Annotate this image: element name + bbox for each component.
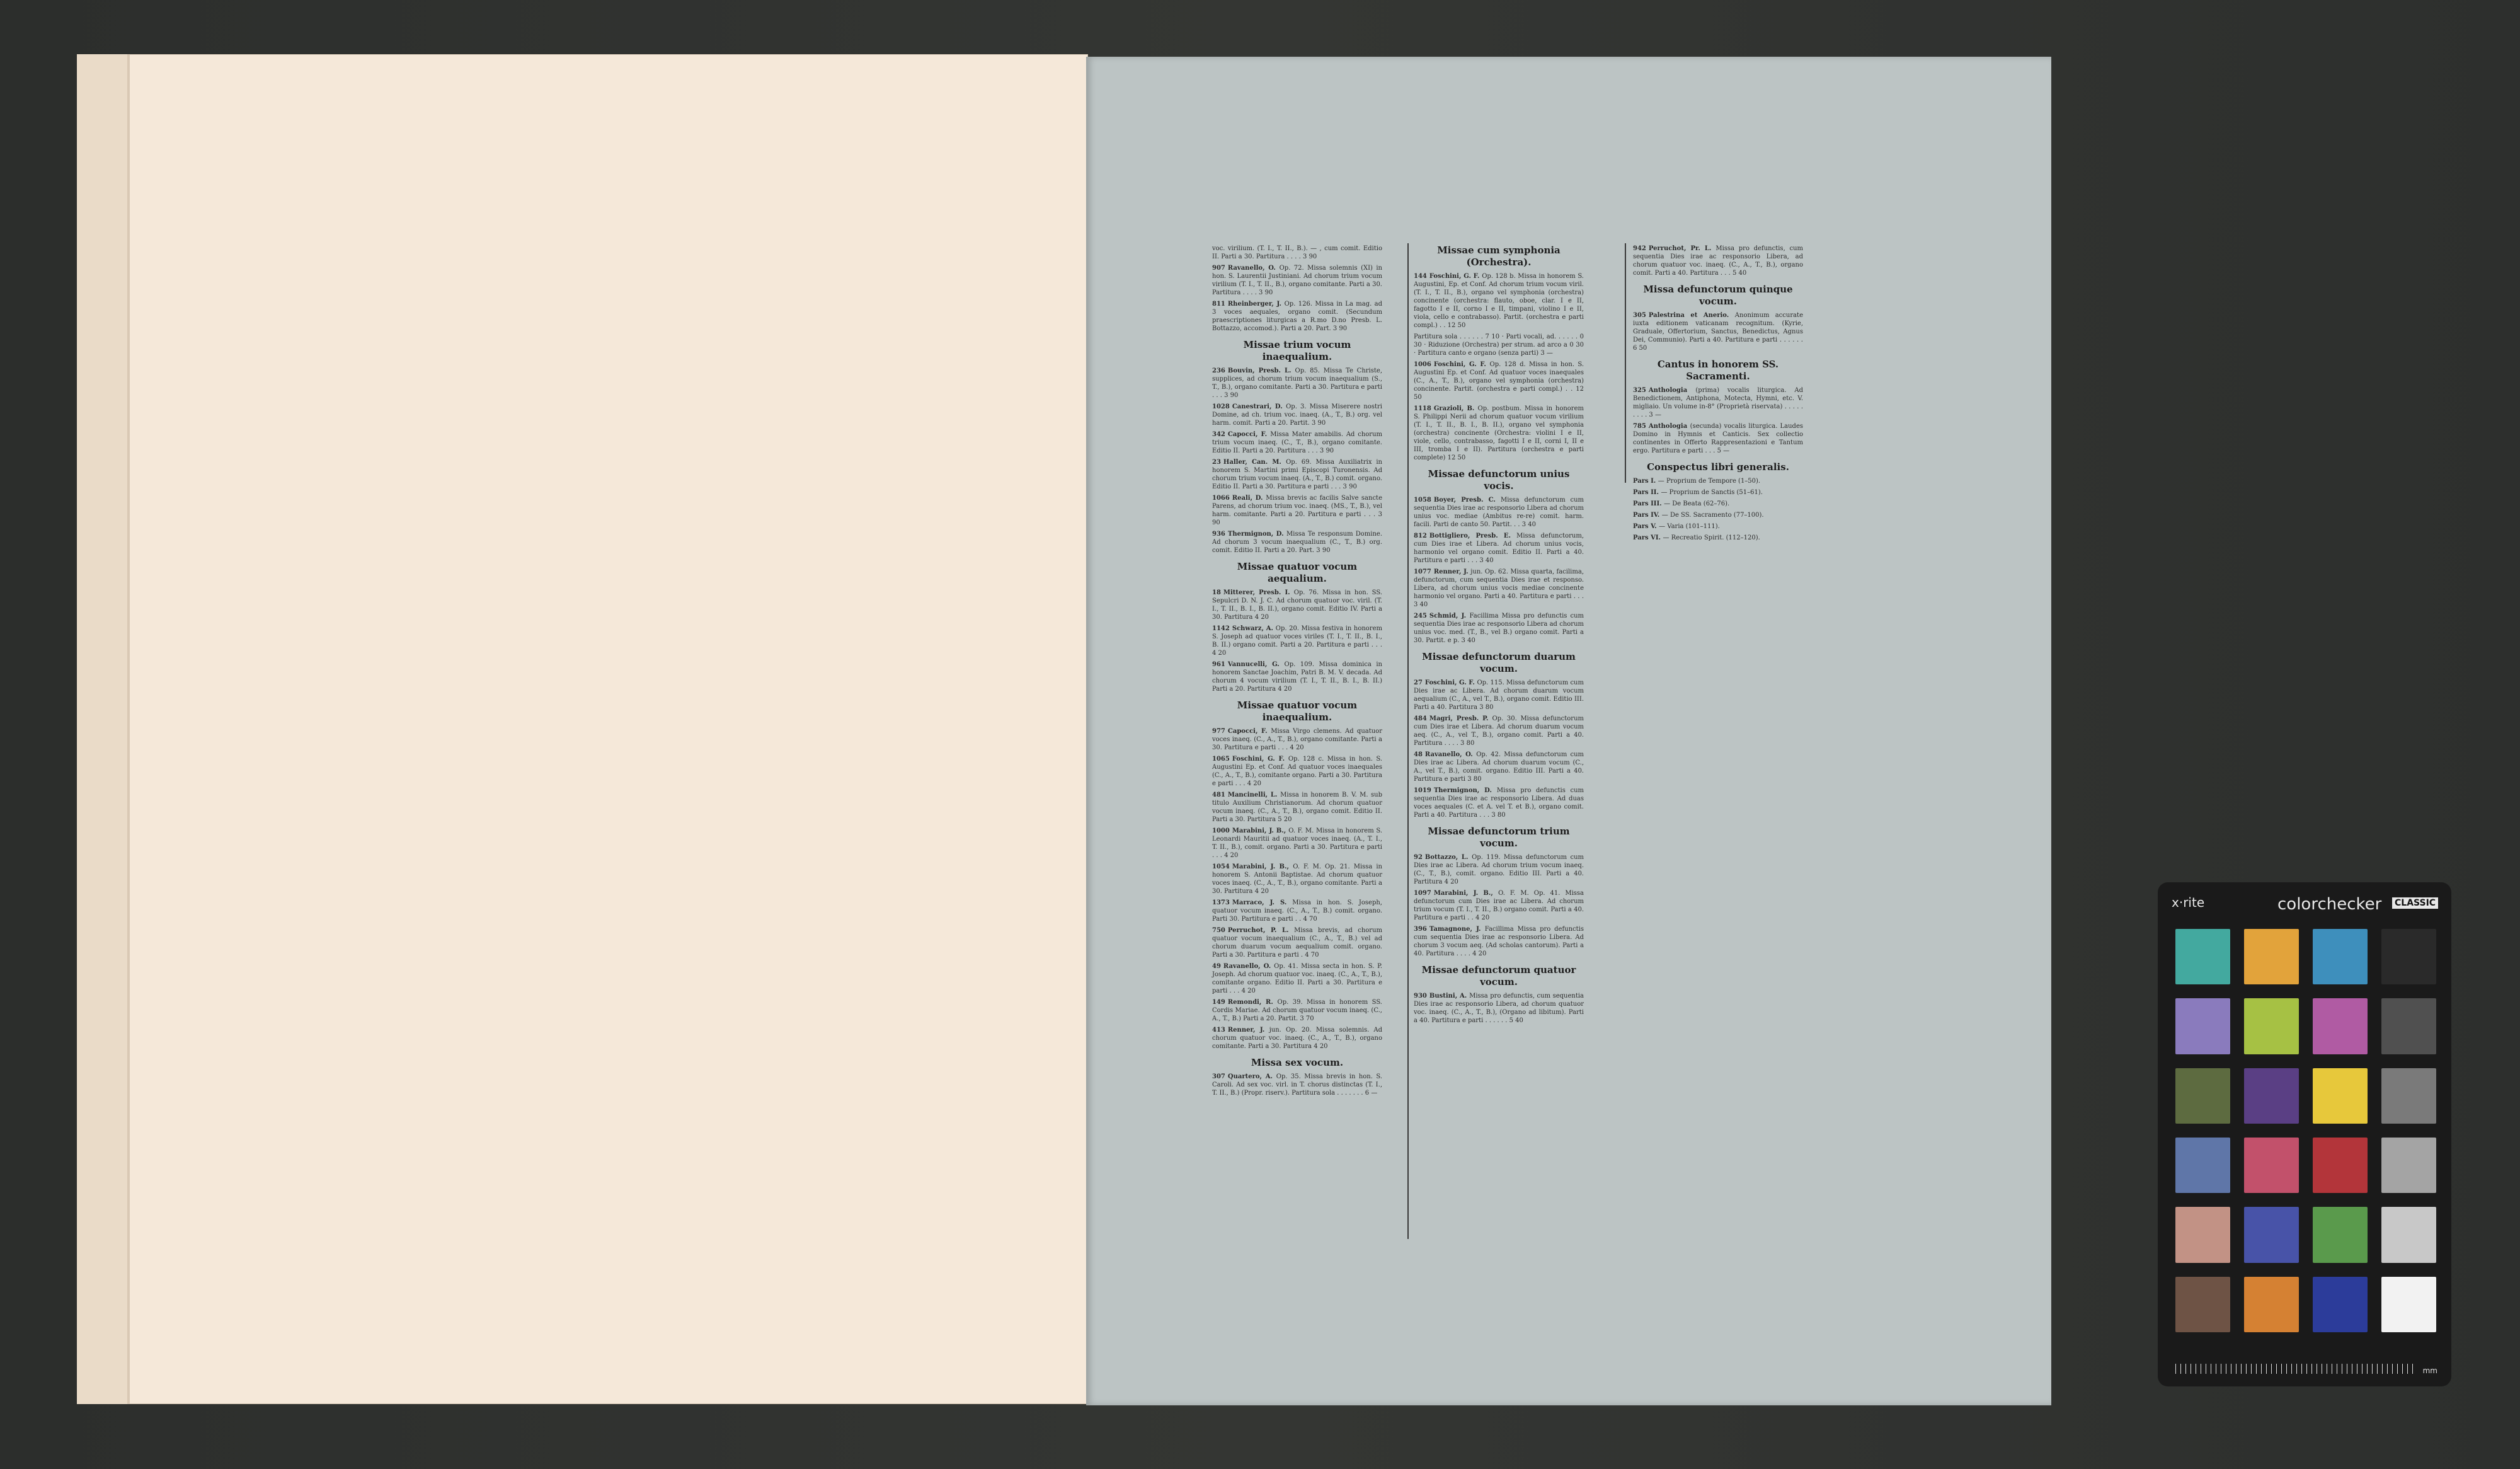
- catalog-entry: [1212, 403, 1382, 427]
- catalog-number: 23: [1212, 459, 1221, 466]
- entry-description: — De SS. Sacramento (77–100).: [1661, 512, 1764, 519]
- catalog-number: 961: [1212, 661, 1225, 668]
- catalog-entry: [1212, 727, 1382, 752]
- entry-description: Op. 3. Missa Miserere nostri Domine, ad ch. trium voc. inaeq. (A., T., B.) org. vel harm. comit. Parti a 20. Partit. 3 90: [1212, 403, 1382, 427]
- entry-description: Op. 35. Missa brevis in hon. S. Caroli. Ad sex voc. virl. in T. chorus distinctas (T. I., T. II., B.) (Propr. riserv.). Partitura sola . . . . . . . 6 —: [1212, 1073, 1382, 1097]
- composer-name: Magri, Presb. P.: [1429, 715, 1492, 722]
- composer-name: Palestrina et Anerio.: [1648, 312, 1735, 319]
- catalog-number: 1373: [1212, 899, 1230, 906]
- composer-name: Pars II.: [1633, 489, 1661, 496]
- composer-name: Thermignon, D.: [1433, 787, 1497, 794]
- composer-name: Pars III.: [1633, 500, 1664, 507]
- catalog-entry: [1414, 889, 1584, 922]
- catalog-entry: [1414, 853, 1584, 886]
- entry-description: Missa Mater amabilis. Ad chorum trium vocum inaeq. (C., T., B.), organo comitante. Editio II. Parti a 20. Partitura . . . 3 90: [1212, 431, 1382, 454]
- composer-name: Boyer, Presb. C.: [1433, 497, 1501, 504]
- composer-name: Reali, D.: [1232, 495, 1266, 502]
- entry-description: Op. 72. Missa solemnis (XI) in hon. S. Laurentii Justiniani. Ad chorum trium vocum virilium (T. I., T. II., B.), organo comitante. Parti a 30. Partitura . . . . 3 90: [1212, 265, 1382, 296]
- composer-name: Bottazzo, L.: [1424, 854, 1472, 861]
- catalog-entry: [1633, 511, 1803, 519]
- catalog-entry: [1212, 755, 1382, 788]
- catalog-entry: [1414, 496, 1584, 529]
- catalog-column-1: [1212, 245, 1382, 1100]
- entry-description: Op. 39. Missa in honorem SS. Cordis Mariae. Ad chorum quatuor vocum inaeq. (C., A., T., B.) Parti a 20. Partit. 3 70: [1212, 999, 1382, 1022]
- section-heading: Missa defunctorum quinque vocum.: [1643, 284, 1793, 307]
- entry-description: Missa pro defunctis cum sequentia Dies irae ac responsorio Libera. Ad duas voces aequales (C. et A. vel T. et B.), organo comit. Parti a 40. Partitura . . . 3 80: [1414, 787, 1584, 819]
- section-heading: Missae cum symphonia (Orchestra).: [1437, 245, 1561, 268]
- color-patch: [2313, 1277, 2368, 1332]
- color-patch: [2175, 1068, 2230, 1124]
- right-printed-page: [1086, 57, 2051, 1405]
- entry-description: — Varia (101–111).: [1659, 523, 1720, 530]
- column-rule-1: [1407, 243, 1409, 1239]
- catalog-number: 245: [1414, 613, 1427, 619]
- composer-name: Pars VI.: [1633, 534, 1663, 541]
- color-patch: [2313, 929, 2368, 984]
- catalog-entry: [1414, 568, 1584, 609]
- composer-name: Marabini, J. B.,: [1232, 827, 1289, 834]
- entry-description: — Proprium de Sanctis (51–61).: [1661, 489, 1763, 496]
- color-patch: [2175, 1138, 2230, 1193]
- composer-name: Bustini, A.: [1429, 993, 1470, 999]
- color-patch: [2175, 1207, 2230, 1262]
- section-heading: Missae defunctorum quatuor vocum.: [1421, 964, 1576, 988]
- entry-description: Op. 128 d. Missa in hon. S. Augustini Ep. et Conf. Ad quatuor voces inaequales (C., A., T., B.), organo vel symphonia (orchestra) concinente. Partit. (orchestra e parti compl.) . . 12 50: [1414, 361, 1584, 401]
- catalog-number: 325: [1633, 387, 1646, 394]
- composer-name: Quartero, A.: [1227, 1073, 1276, 1080]
- color-patch: [2313, 1138, 2368, 1193]
- section-heading: Conspectus libri generalis.: [1647, 461, 1789, 473]
- entry-description: jun. Op. 20. Missa solemnis. Ad chorum quatuor voc. inaeq. (C., A., T., B.), organo comitante. Parti a 30. Partitura 4 20: [1212, 1027, 1382, 1050]
- column-1-top-entries: [1212, 245, 1382, 333]
- section-entries: [1414, 679, 1584, 819]
- section-entries: [1212, 1073, 1382, 1097]
- catalog-number: 1054: [1212, 863, 1230, 870]
- catalog-number: 396: [1414, 926, 1427, 933]
- color-patch: [2244, 1207, 2299, 1262]
- composer-name: Capocci, F.: [1227, 728, 1271, 735]
- catalog-number: 144: [1414, 273, 1427, 280]
- composer-name: Vannucelli, G.: [1227, 661, 1285, 668]
- catalog-entry: [1212, 300, 1382, 333]
- catalog-entry: [1633, 386, 1803, 419]
- catalog-number: 92: [1414, 854, 1423, 861]
- catalog-number: 1058: [1414, 497, 1431, 504]
- composer-name: Anthologia: [1648, 423, 1690, 430]
- ruler-unit: mm: [2422, 1366, 2437, 1375]
- color-checker-card: [2158, 882, 2451, 1386]
- color-patch: [2313, 998, 2368, 1054]
- catalog-number: 942: [1633, 245, 1646, 252]
- catalog-number: 1066: [1212, 495, 1230, 502]
- catalog-entry: [1212, 791, 1382, 824]
- checker-badge: CLASSIC: [2392, 897, 2438, 909]
- section-heading: Missae defunctorum unius vocis.: [1428, 468, 1570, 492]
- entry-description: (secunda) vocalis liturgica. Laudes Domino in Hymnis et Canticis. Sex collectio continentes in Offerto Rappresentazioni e Tantum ergo. Partitura e parti . . . 5 —: [1633, 423, 1804, 454]
- entry-description: Op. 126. Missa in La mag. ad 3 voces aequales, organo comit. (Secundum praescriptiones liturgicas a R.mo D.no Presb. L. Bottazzo, accomod.). Parti a 20. Part. 3 90: [1212, 301, 1382, 332]
- section-entries: [1414, 272, 1584, 462]
- composer-name: Canestrari, D.: [1232, 403, 1286, 410]
- section-heading: Missae defunctorum duarum vocum.: [1422, 651, 1576, 674]
- catalog-entry: [1633, 477, 1803, 485]
- catalog-number: 305: [1633, 312, 1646, 319]
- catalog-entry: [1212, 589, 1382, 621]
- composer-name: Foschini, G. F.: [1433, 361, 1490, 368]
- catalog-number: 1142: [1212, 625, 1230, 632]
- composer-name: Marabini, J. B.,: [1433, 890, 1499, 897]
- entry-description: Missa Te responsum Domine. Ad chorum 3 vocum inaequalium (C., T., B.) org. comit. Editio II. Parti a 20. Part. 3 90: [1212, 531, 1383, 554]
- catalog-number: 484: [1414, 715, 1427, 722]
- catalog-entry: [1633, 245, 1803, 277]
- catalog-entry: [1414, 786, 1584, 819]
- section-entries: [1633, 311, 1803, 352]
- composer-name: Ravanello, O.: [1424, 751, 1477, 758]
- catalog-entry: [1212, 494, 1382, 527]
- entry-description: Missa pro defunctis, cum sequentia Dies irae ac responsorio Libera, ad chorum quatuor voc. inaeq. (C., A., T., B.), (Organo ad libitum). Parti a 40. Partitura e parti . . . . . . 5 40: [1414, 993, 1584, 1024]
- catalog-entry: [1212, 430, 1382, 455]
- catalog-entry: [1414, 715, 1584, 747]
- color-patch: [2381, 929, 2436, 984]
- catalog-entry: [1633, 534, 1803, 542]
- catalog-entry: [1212, 1026, 1382, 1051]
- color-patch: [2244, 1277, 2299, 1332]
- catalog-entry: [1212, 1073, 1382, 1097]
- composer-name: Anthologia: [1648, 387, 1696, 394]
- entry-description: O. F. M. Op. 41. Missa defunctorum cum Dies irae ac Libera. Ad chorum trium vocum (T. I., T. II., B.) organo comit. Parti a 40. Partitura e parti . . 4 20: [1414, 890, 1584, 921]
- catalog-entry: [1212, 899, 1382, 923]
- composer-name: Pars V.: [1633, 523, 1659, 530]
- catalog-entry: [1212, 926, 1382, 959]
- composer-name: Pars I.: [1633, 478, 1658, 485]
- entry-description: Op. postbum. Missa in honorem S. Philippi Nerii ad chorum quatuor vocum virilium (T. I., T. II., B. I., B. II.), organo vel symphonia (orchestra) concinente (Orchestra: violini I e II, viole, cello, contrabasso, fagotti I e II, corni I, II e III, tromba I e II). Partitura (orchestra e parti complete) 12 50: [1414, 405, 1584, 461]
- composer-name: Ravanello, O.: [1223, 963, 1274, 970]
- catalog-number: 27: [1414, 679, 1423, 686]
- catalog-number: 930: [1414, 993, 1427, 999]
- composer-name: Marabini, J. B.,: [1232, 863, 1293, 870]
- entry-description: Missa pro defunctis, cum sequentia Dies irae ac responsorio Libera, ad chorum quatuor voc. inaeq. (C., A., T., B.), organo comit. Parti a 40. Partitura . . . 5 40: [1633, 245, 1803, 277]
- catalog-entry: [1212, 245, 1382, 261]
- entry-description: Facillima Missa pro defunctis cum sequentia Dies irae ac responsorio Libera ad chorum unius voc. med. (T., B., vel B.) organo comit. Parti a 30. Partit. e p. 3 40: [1414, 613, 1584, 644]
- color-patch: [2381, 1068, 2436, 1124]
- section-heading: Missae quatuor vocum aequalium.: [1237, 561, 1358, 584]
- entry-description: Missa brevis ac facilis Salve sancte Parens, ad chorum trium voc. inaeq. (MS., T., B.), vel harm. comitante. Parti a 20. Partitura e parti . . . 3 90: [1212, 495, 1382, 526]
- composer-name: Thermignon, D.: [1227, 531, 1287, 538]
- catalog-number: 977: [1212, 728, 1225, 735]
- catalog-number: 785: [1633, 423, 1646, 430]
- section-entries: [1212, 727, 1382, 1051]
- composer-name: Haller, Can. M.: [1223, 459, 1286, 466]
- catalog-number: 1028: [1212, 403, 1230, 410]
- catalog-entry: [1212, 998, 1382, 1023]
- color-patch: [2381, 1207, 2436, 1262]
- entry-description: Missa Virgo clemens. Ad quatuor voces inaeq. (C., A., T., B.), organo comitante. Parti a 30. Partitura e parti . . . 4 20: [1212, 728, 1382, 751]
- catalog-number: 49: [1212, 963, 1221, 970]
- entry-description: (prima) vocalis liturgica. Ad Benedictionem, Antiphona, Motecta, Hymni, etc. V. migliaio. Un volume in-8° (Proprietà riservata) . . . . . . . . . 3 —: [1633, 387, 1803, 418]
- entry-description: Missa in honorem B. V. M. sub titulo Auxilium Christianorum. Ad chorum quatuor vocum inaeq. (C., A., T., B.), organo comit. Editio II. Parti a 30. Partitura 5 20: [1212, 792, 1382, 823]
- composer-name: Schmid, J.: [1429, 613, 1470, 619]
- catalog-entry: [1212, 530, 1382, 555]
- entry-description: Op. 85. Missa Te Christe, supplices, ad chorum trium vocum inaequalium (S., T., B.), organo comitante. Parti a 30. Partitura e parti . . . 3 90: [1212, 367, 1382, 399]
- composer-name: Renner, J.: [1227, 1027, 1269, 1034]
- section-entries: [1633, 477, 1803, 542]
- composer-name: Grazioli, B.: [1433, 405, 1478, 412]
- entry-description: Op. 20. Missa festiva in honorem S. Joseph ad quatuor voces viriles (T. I., T. II., B. I., B. II.) organo comit. Parti a 20. Partitura e parti . . . 4 20: [1212, 625, 1382, 657]
- entry-description: Missa defunctorum cum sequentia Dies irae ac responsorio Libera ad chorum unius voc. mediae (Ambitus re-re) comit. harm. facili. Parti de canto 50. Partit. . . 3 40: [1414, 497, 1584, 528]
- entry-description: — Proprium de Tempore (1–50).: [1658, 478, 1761, 485]
- color-patch: [2244, 929, 2299, 984]
- catalog-number: 307: [1212, 1073, 1225, 1080]
- color-patch: [2313, 1207, 2368, 1262]
- catalog-number: 1019: [1414, 787, 1431, 794]
- entry-description: Op. 109. Missa dominica in honorem Sanctae Joachim, Patri B. M. V. decada. Ad chorum 4 vocum virilium (T. I., T. II., B. I., B. II.) Parti a 20. Partitura 4 20: [1212, 661, 1382, 693]
- section-heading: Cantus in honorem SS. Sacramenti.: [1657, 359, 1779, 382]
- catalog-entry: [1212, 962, 1382, 995]
- composer-name: Foschini, G. F.: [1424, 679, 1477, 686]
- checker-brand: x·rite: [2172, 895, 2205, 910]
- column-rule-2: [1625, 243, 1626, 483]
- entry-description: voc. virilium. (T. I., T. II., B.). — , cum comit. Editio II. Parti a 30. Partitura . . . . 3 90: [1212, 245, 1382, 260]
- entry-description: jun. Op. 62. Missa quarta, facilima, defunctorum, cum sequentia Dies irae et responso. Libera, ad chorum unius vocis mediae concinente harmonio vel organo. Parti a 40. Partitura e parti . . . 3 40: [1414, 568, 1584, 608]
- composer-name: Schwarz, A.: [1232, 625, 1276, 632]
- column-3-top-entries: [1633, 245, 1803, 277]
- entry-description: Op. 128 b. Missa in honorem S. Augustini, Ep. et Conf. Ad chorum trium vocum viril. (T. I., T. II., B.), organo vel symphonia (orchestra) concinente (orchestra: flauto, oboe, clar. I e II, fagotto I e II, corno I e II, timpani, violino I e II, viola, cello e contrabasso). Partit. (orchestra e parti compl.) . . 12 50: [1414, 273, 1584, 329]
- section-heading: Missa sex vocum.: [1251, 1057, 1344, 1068]
- color-patch: [2381, 1138, 2436, 1193]
- composer-name: Marraco, J. S.: [1232, 899, 1293, 906]
- section-entries: [1633, 386, 1803, 455]
- catalog-number: 811: [1212, 301, 1225, 308]
- catalog-entry: [1414, 532, 1584, 565]
- section-entries: [1414, 496, 1584, 645]
- catalog-number: 236: [1212, 367, 1225, 374]
- entry-description: Missa defunctorum, cum Dies irae et Libera. Ad chorum unius vocis, harmonio vel organo comit. Editio II. Parti a 40. Partitura e parti . . . 3 40: [1414, 533, 1584, 564]
- catalog-number: 1077: [1414, 568, 1431, 575]
- catalog-entry: [1414, 360, 1584, 401]
- catalog-number: 1000: [1212, 827, 1230, 834]
- catalog-entry: [1414, 612, 1584, 645]
- catalog-number: 1118: [1414, 405, 1431, 412]
- entry-description: — De Beata (62–76).: [1664, 500, 1730, 507]
- section-heading: Missae trium vocum inaequalium.: [1243, 339, 1351, 362]
- entry-description: Op. 128 c. Missa in hon. S. Augustini Ep. et Conf. Ad quatuor voces inaequales (C., A., T., B.), comitante organo. Parti a 30. Partitura e parti . . . 4 20: [1212, 756, 1383, 787]
- color-patch: [2244, 1068, 2299, 1124]
- composer-name: Bouvin, Presb. L.: [1227, 367, 1295, 374]
- catalog-entry: [1414, 405, 1584, 462]
- catalog-number: 149: [1212, 999, 1225, 1006]
- entry-description: Facillima Missa pro defunctis cum sequentia Dies irae ac responsorio Libera. Ad chorum 3 vocum aeq. (Ad scholas cantorum). Parti a 40. Partitura . . . . 4 20: [1414, 926, 1584, 957]
- composer-name: Mitterer, Presb. I.: [1223, 589, 1294, 596]
- color-patch: [2175, 929, 2230, 984]
- entry-description: Op. 42. Missa defunctorum cum Dies irae ac Libera. Ad chorum duarum vocum (C., A., vel T., B.), comit. organo. Editio III. Parti a 40. Partitura e parti 3 80: [1414, 751, 1584, 783]
- mm-ruler: [2175, 1364, 2415, 1374]
- catalog-number: 750: [1212, 927, 1225, 934]
- color-patch: [2244, 998, 2299, 1054]
- catalog-column-3: [1633, 245, 1803, 545]
- composer-name: Mancinelli, L.: [1227, 792, 1281, 798]
- color-patch: [2381, 998, 2436, 1054]
- composer-name: Foschini, G. F.: [1429, 273, 1482, 280]
- composer-name: Rheinberger, J.: [1227, 301, 1285, 308]
- composer-name: Foschini, G. F.: [1232, 756, 1288, 763]
- color-patch: [2313, 1068, 2368, 1124]
- catalog-number: 1097: [1414, 890, 1431, 897]
- section-heading: Missae quatuor vocum inaequalium.: [1237, 700, 1358, 723]
- color-patch-grid: [2175, 929, 2436, 1332]
- entry-description: Op. 69. Missa Auxiliatrix in honorem S. Martini primi Episcopi Turonensis. Ad chorum trium vocum inaeq. (A., T., B.) comit. organo. Editio II. Parti a 30. Partitura e parti . . . 3 90: [1212, 459, 1382, 490]
- composer-name: Tamagnone, J.: [1429, 926, 1485, 933]
- catalog-entry: [1414, 333, 1584, 357]
- catalog-entry: [1414, 992, 1584, 1025]
- catalog-entry: [1414, 751, 1584, 783]
- catalog-entry: [1212, 625, 1382, 657]
- composer-name: Ravanello, O.: [1227, 265, 1280, 272]
- catalog-entry: [1633, 500, 1803, 508]
- composer-name: Remondi, R.: [1227, 999, 1278, 1006]
- catalog-number: 413: [1212, 1027, 1225, 1034]
- entry-description: O. F. M. Missa in honorem S. Leonardi Mauritii ad quatuor voces inaeq. (A., T. I., T. II., B.), comit. organo. Parti a 30. Partitura e parti . . . 4 20: [1212, 827, 1383, 859]
- catalog-entry: [1414, 925, 1584, 958]
- section-entries: [1212, 367, 1382, 555]
- entry-description: O. F. M. Op. 21. Missa in honorem S. Antonii Baptistae. Ad chorum quatuor voces inaeq. (C., A., T., B.), organo comitante. Parti a 30. Partitura 4 20: [1212, 863, 1383, 895]
- entry-description: — Recreatio Spirit. (112–120).: [1663, 534, 1760, 541]
- composer-name: Renner, J.: [1433, 568, 1471, 575]
- section-entries: [1414, 853, 1584, 958]
- catalog-entry: [1212, 458, 1382, 491]
- catalog-entry: [1633, 522, 1803, 531]
- composer-name: Capocci, F.: [1227, 431, 1271, 438]
- left-blank-page: [77, 54, 1088, 1404]
- composer-name: Perruchot, P. L.: [1227, 927, 1295, 934]
- catalog-number: 48: [1414, 751, 1423, 758]
- section-entries: [1414, 992, 1584, 1025]
- catalog-entry: [1633, 311, 1803, 352]
- catalog-entry: [1212, 660, 1382, 693]
- catalog-number: 812: [1414, 533, 1427, 539]
- catalog-number: 936: [1212, 531, 1225, 538]
- catalog-entry: [1633, 422, 1803, 455]
- catalog-number: 342: [1212, 431, 1225, 438]
- color-patch: [2175, 1277, 2230, 1332]
- entry-description: Missa in hon. S. Joseph, quatuor vocum inaeq. (C., A., T., B.) comit. organo. Parti 30. Partitura e parti . . 4 70: [1212, 899, 1382, 923]
- section-heading: Missae defunctorum trium vocum.: [1428, 826, 1570, 849]
- color-patch: [2244, 1138, 2299, 1193]
- entry-description: Anonimum accurate iuxta editionem vaticanam recognitum. (Kyrie, Graduale, Offertorium, Sanctus, Benedictus, Agnus Dei, Communio). Parti a 40. Partitura e parti . . . . . . 6 50: [1633, 312, 1803, 352]
- composer-name: Pars IV.: [1633, 512, 1662, 519]
- color-patch: [2175, 998, 2230, 1054]
- catalog-number: 481: [1212, 792, 1225, 798]
- checker-logo: colorchecker: [2277, 895, 2382, 914]
- catalog-number: 18: [1212, 589, 1221, 596]
- entry-description: Partitura sola . . . . . . 7 10 · Parti vocali, ad. . . . . . 0 30 · Riduzione (Orchestra) per strum. ad arco a 0 30 · Partitura canto e organo (senza parti) 3 —: [1414, 333, 1584, 357]
- catalog-entry: [1212, 827, 1382, 860]
- entry-description: Op. 119. Missa defunctorum cum Dies irae ac Libera. Ad chorum trium vocum inaeq. (C., T., B.), comit. organo. Editio III. Parti a 40. Partitura 4 20: [1414, 854, 1584, 885]
- catalog-column-2: [1414, 245, 1584, 1028]
- composer-name: Bottigliero, Presb. E.: [1429, 533, 1517, 539]
- catalog-number: 907: [1212, 265, 1225, 272]
- entry-description: Op. 115. Missa defunctorum cum Dies irae ac Libera. Ad chorum duarum vocum aequalium (C., A., vel T., B.), organo comit. Editio III. Parti a 40. Partitura 3 80: [1414, 679, 1584, 711]
- entry-description: Op. 41. Missa secta in hon. S. P. Joseph. Ad chorum quatuor voc. inaeq. (C., A., T., B.), comitante organo. Editio II. Parti a 30. Partitura e parti . . . 4 20: [1212, 963, 1383, 994]
- entry-description: Missa brevis, ad chorum quatuor vocum inaequalium (C., A., T., B.) vel ad chorum duarum vocum aequalium comit. organo. Parti a 30. Partitura e parti . 4 70: [1212, 927, 1382, 959]
- entry-description: Op. 30. Missa defunctorum cum Dies irae et Libera. Ad chorum duarum vocum aeq. (C., A., vel T., B.), organo comit. Parti a 40. Partitura . . . . 3 80: [1414, 715, 1584, 747]
- catalog-entry: [1212, 367, 1382, 400]
- catalog-number: 1065: [1212, 756, 1230, 763]
- catalog-entry: [1212, 863, 1382, 896]
- composer-name: Perruchot, Pr. L.: [1648, 245, 1716, 252]
- section-entries: [1212, 589, 1382, 693]
- color-patch: [2381, 1277, 2436, 1332]
- catalog-entry: [1633, 488, 1803, 497]
- catalog-entry: [1212, 264, 1382, 297]
- catalog-entry: [1414, 679, 1584, 711]
- catalog-entry: [1414, 272, 1584, 330]
- entry-description: Op. 76. Missa in hon. SS. Sepulcri D. N. J. C. Ad chorum quatuor voc. viril. (T. I., T. II., B. I., B. II.), organo comit. Editio IV. Parti a 30. Partitura 4 20: [1212, 589, 1382, 621]
- catalog-number: 1006: [1414, 361, 1431, 368]
